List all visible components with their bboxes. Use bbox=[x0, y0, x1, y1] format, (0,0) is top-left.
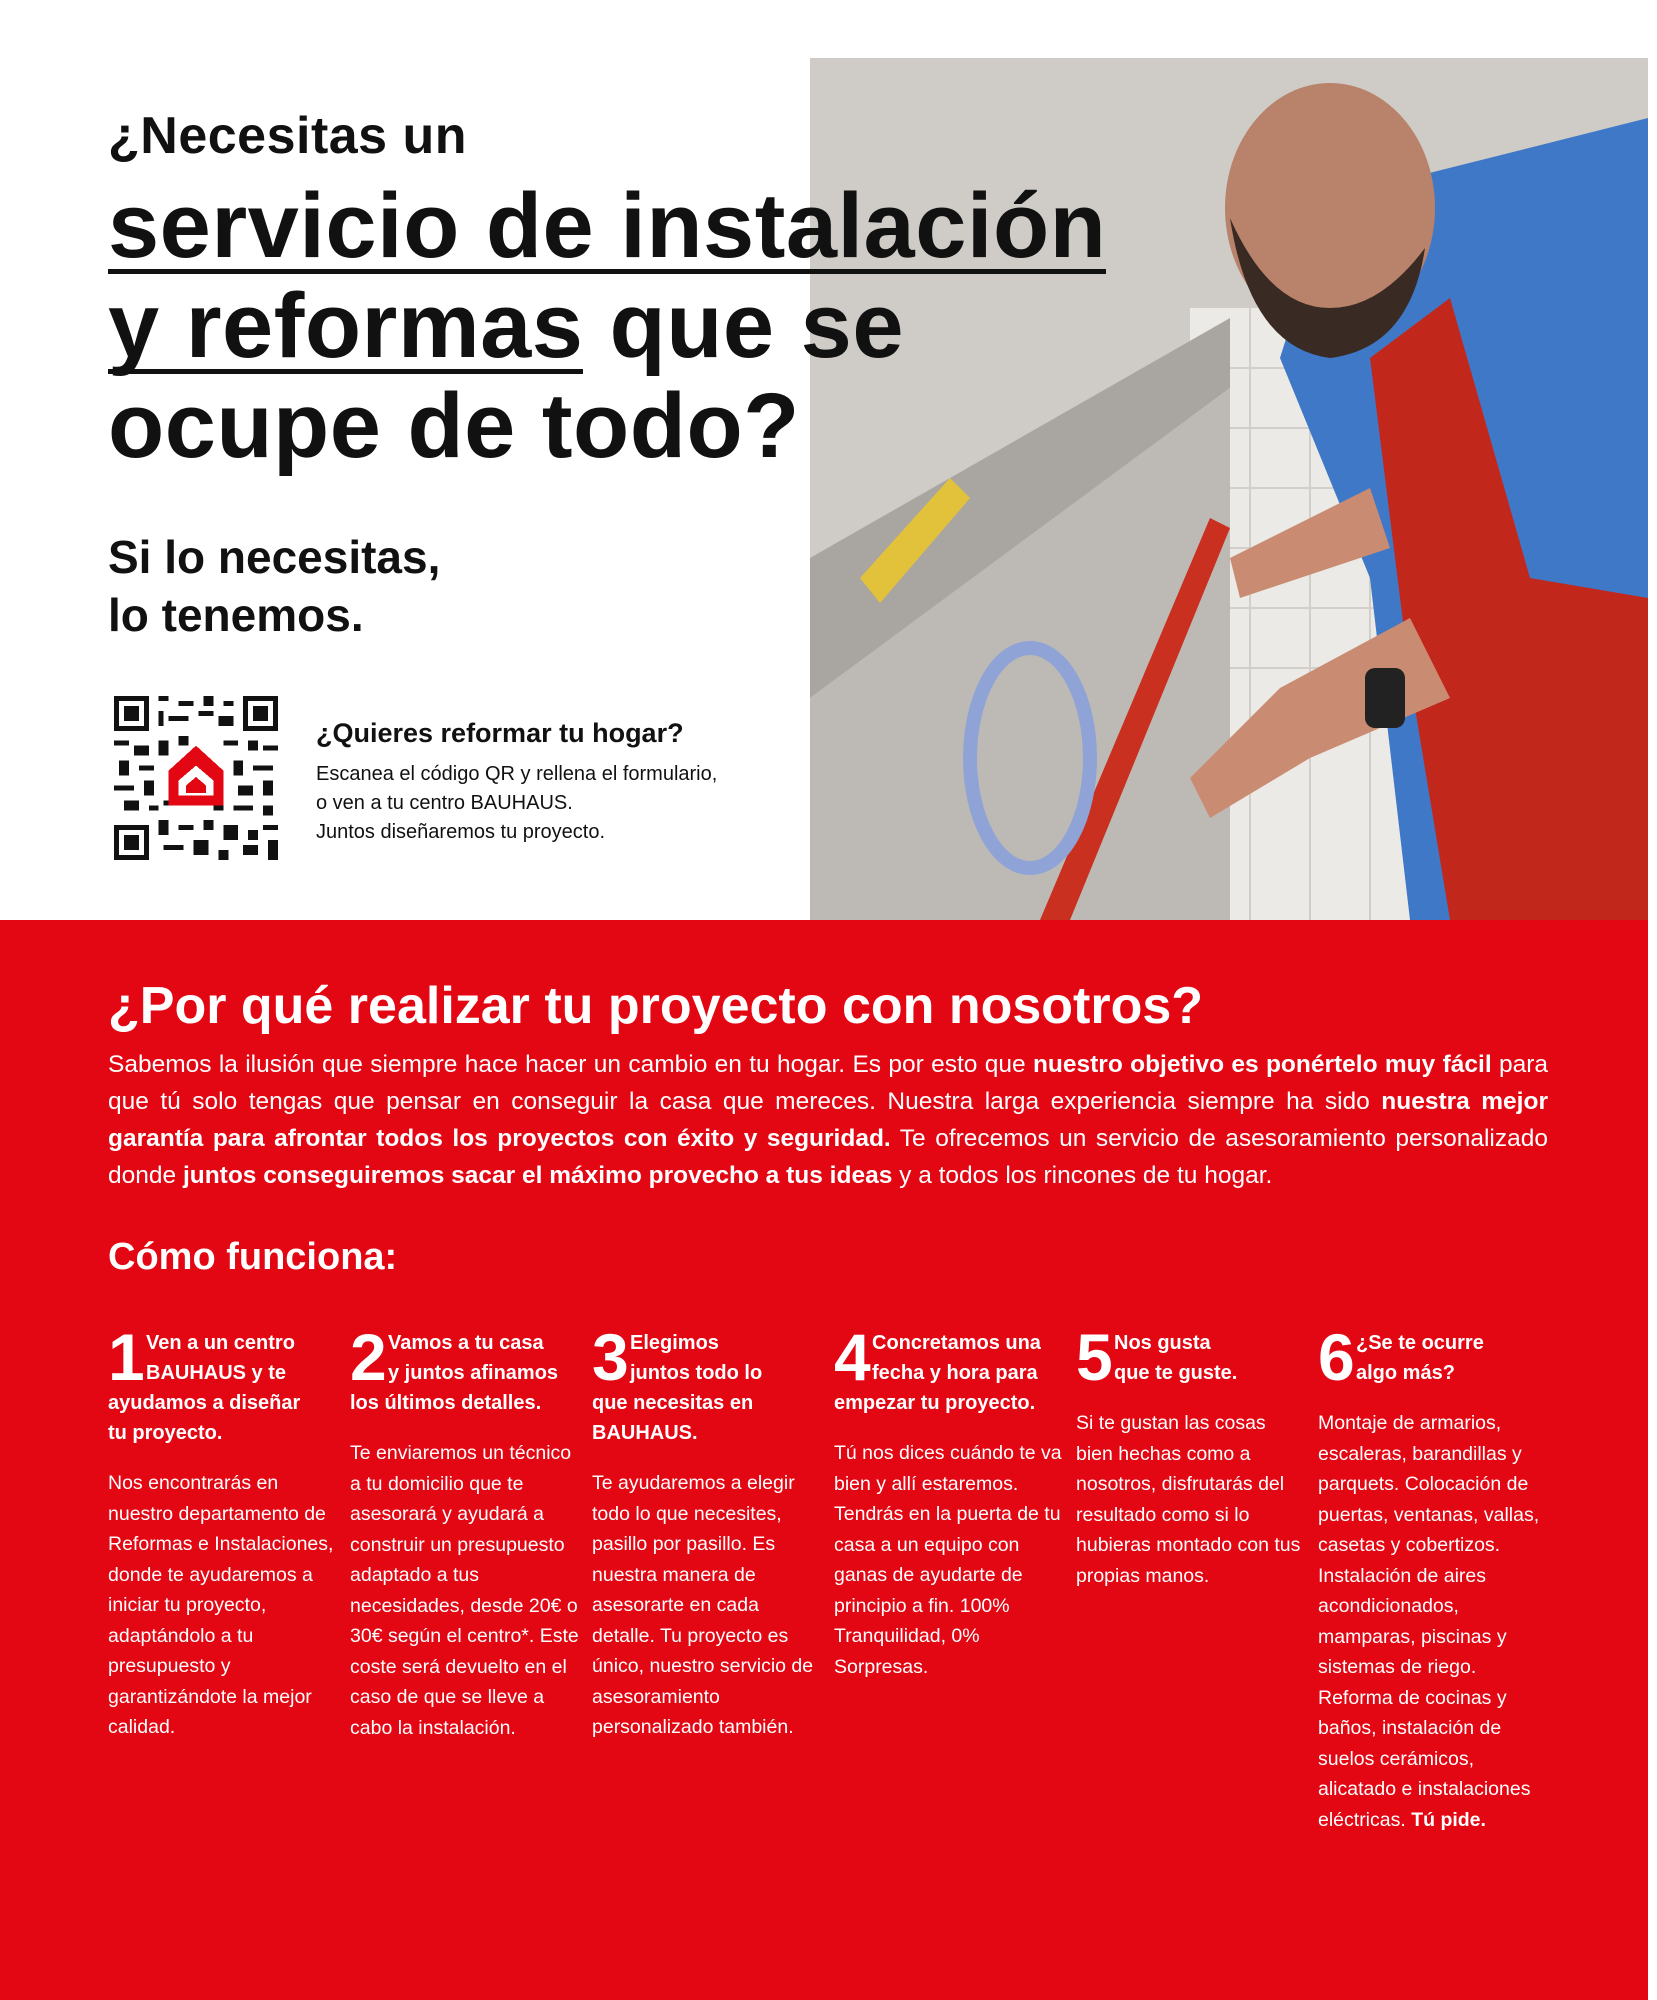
why-us-section bbox=[0, 920, 1648, 2000]
step-number: 1 bbox=[108, 1320, 145, 1394]
why-text-1: Sabemos la ilusión que siempre hace hacer un cambio en tu hogar. Es por esto que bbox=[108, 1051, 1033, 1078]
steps-list bbox=[108, 1320, 1568, 1948]
why-text-2: para que tú solo tengas que pensar en conseguir la casa que mereces. Nuestra larga experiencia siempre ha sido bbox=[108, 1051, 1549, 1115]
step-2 bbox=[350, 1320, 580, 1743]
step-number: 4 bbox=[834, 1320, 871, 1394]
tagline-line-2: lo tenemos. bbox=[108, 589, 364, 641]
step-heading-line: juntos todo lo bbox=[630, 1362, 763, 1384]
step-heading-line: que te guste. bbox=[1114, 1362, 1238, 1384]
qr-description bbox=[316, 760, 796, 847]
step-heading-line: Vamos a tu casa bbox=[388, 1332, 544, 1354]
why-bold-2: nuestra mejor garantía para afrontar todos los proyectos con éxito y seguridad. bbox=[108, 1088, 1548, 1152]
step-6 bbox=[1318, 1320, 1548, 1835]
how-it-works-title: Cómo funciona: bbox=[108, 1236, 398, 1278]
step-body-text: Montaje de armarios, escaleras, barandillas y parquets. Colocación de puertas, ventanas, vallas, casetas y cobertizos. Instalación de aires acondicionados, mamparas, piscinas y sistemas de riego. Reforma de cocinas y baños, instalación de suelos cerámicos, alicatado e instalaciones eléctricas. bbox=[1318, 1412, 1540, 1831]
step-heading-line: fecha y hora para bbox=[872, 1362, 1038, 1384]
headline-line-1: servicio de instalación bbox=[108, 175, 1107, 277]
step-body-bold: Tú pide. bbox=[1411, 1808, 1486, 1831]
step-body: Tú nos dices cuándo te va bien y allí estaremos. Tendrás en la puerta de tu casa a un equipo con ganas de ayudarte de principio a fin. 100% Tranquilidad, 0% Sorpresas. bbox=[834, 1442, 1062, 1678]
step-heading-line: Nos gusta bbox=[1114, 1332, 1211, 1354]
tagline-line-1: Si lo necesitas, bbox=[108, 531, 441, 583]
why-text-4: y a todos los rincones de tu hogar. bbox=[892, 1162, 1273, 1189]
qr-line-2: o ven a tu centro BAUHAUS. bbox=[316, 792, 573, 814]
headline-line-2-rest: que se bbox=[583, 275, 904, 377]
headline-intro: ¿Necesitas un bbox=[108, 107, 468, 165]
step-body: Nos encontrarás en nuestro departamento de Reformas e Instalaciones, donde te ayudaremos a iniciar tu proyecto, adaptándolo a tu presupuesto y garantizándote la mejor calidad. bbox=[108, 1472, 334, 1738]
step-heading-line: Ven a un centro bbox=[146, 1332, 295, 1354]
step-body: Te enviaremos un técnico a tu domicilio que te asesorará y ayudará a construir un presupuesto adaptado a tus necesidades, desde 20€ o 30€ según el centro*. Este coste será devuelto en el caso de que se lleve a cabo la instalación. bbox=[350, 1442, 579, 1739]
step-3 bbox=[592, 1320, 822, 1743]
step-heading-line: BAUHAUS y te bbox=[146, 1362, 287, 1384]
qr-title: ¿Quieres reformar tu hogar? bbox=[316, 718, 684, 748]
step-heading-line: ayudamos a diseñar bbox=[108, 1392, 301, 1414]
step-heading-line: algo más? bbox=[1356, 1362, 1455, 1384]
step-heading-line: BAUHAUS. bbox=[592, 1422, 698, 1444]
step-heading-line: y juntos afinamos bbox=[388, 1362, 559, 1384]
step-heading-line: ¿Se te ocurre bbox=[1356, 1332, 1484, 1354]
why-bold-3: juntos conseguiremos sacar el máximo provecho a tus ideas bbox=[182, 1162, 893, 1189]
step-heading-line: que necesitas en bbox=[592, 1392, 754, 1414]
step-number: 3 bbox=[592, 1320, 629, 1394]
step-5 bbox=[1076, 1320, 1306, 1591]
qr-code-icon[interactable] bbox=[114, 696, 278, 860]
step-number: 2 bbox=[350, 1320, 387, 1394]
step-4 bbox=[834, 1320, 1064, 1682]
step-body bbox=[1318, 1408, 1548, 1835]
why-paragraph bbox=[108, 1046, 1548, 1194]
step-number: 5 bbox=[1076, 1320, 1113, 1394]
why-bold-1: nuestro objetivo es ponértelo muy fácil bbox=[1032, 1051, 1492, 1078]
step-body: Si te gustan las cosas bien hechas como a nosotros, disfrutarás del resultado como si lo hubieras montado con tus propias manos. bbox=[1076, 1412, 1301, 1587]
step-1 bbox=[108, 1320, 338, 1743]
step-body: Te ayudaremos a elegir todo lo que necesites, pasillo por pasillo. Es nuestra manera de asesorarte en cada detalle. Tu proyecto es único, nuestro servicio de asesoramiento personalizado también. bbox=[592, 1472, 814, 1738]
headline-line-3: ocupe de todo? bbox=[108, 375, 800, 477]
step-number: 6 bbox=[1318, 1320, 1355, 1394]
step-heading-line: Elegimos bbox=[630, 1332, 719, 1354]
why-title: ¿Por qué realizar tu proyecto con nosotros? bbox=[108, 977, 1204, 1035]
tagline bbox=[108, 528, 440, 644]
headline-main bbox=[108, 176, 1108, 476]
step-heading-line: empezar tu proyecto. bbox=[834, 1392, 1036, 1414]
qr-line-1: Escanea el código QR y rellena el formulario, bbox=[316, 763, 718, 785]
step-heading-line: Concretamos una bbox=[872, 1332, 1041, 1354]
step-heading-line: los últimos detalles. bbox=[350, 1392, 542, 1414]
qr-line-3: Juntos diseñaremos tu proyecto. bbox=[316, 821, 606, 843]
headline-line-2-underlined: y reformas bbox=[108, 275, 584, 377]
step-heading-line: tu proyecto. bbox=[108, 1422, 223, 1444]
why-text-3: Te ofrecemos un servicio de asesoramiento personalizado donde bbox=[108, 1125, 1548, 1189]
